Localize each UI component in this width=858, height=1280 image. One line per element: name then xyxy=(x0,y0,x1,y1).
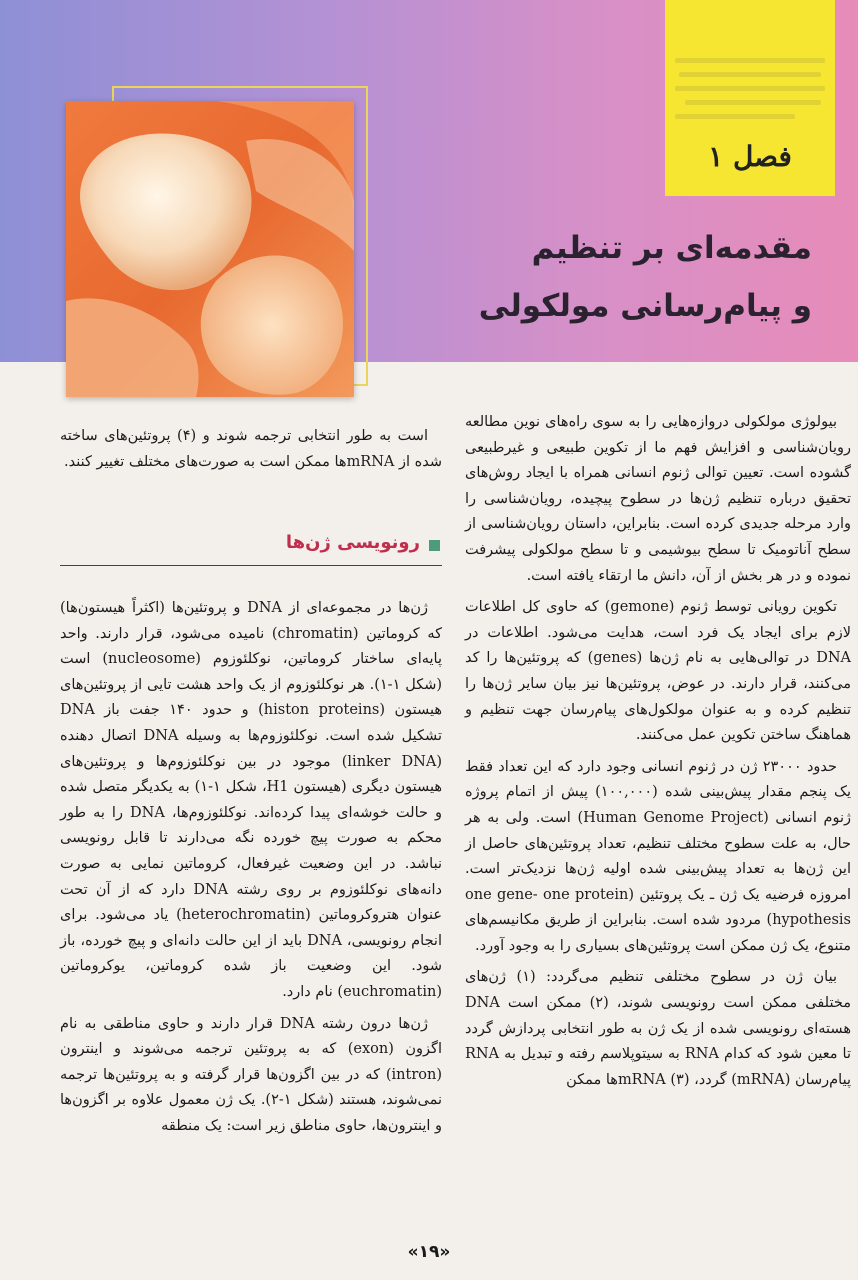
section-title: رونویسی ژن‌ها xyxy=(285,532,420,553)
paragraph: است به طور انتخابی ترجمه شوند و (۴) پروتئین‌های ساخته شده از mRNAها ممکن است به صورت‌های مختلف تغییر کنند. xyxy=(60,428,442,470)
chapter-title-line-2: و پیام‌رسانی مولکولی xyxy=(478,288,812,324)
ghost-text-line xyxy=(685,100,821,105)
section-bullet-icon xyxy=(429,540,440,551)
left-intro-column xyxy=(60,424,442,475)
chapter-label: فصل ۱ xyxy=(708,140,792,173)
ghost-text-line xyxy=(675,58,825,63)
paragraph: بیولوژی مولکولی دروازه‌هایی را به سوی راه‌های نوین مطالعه رویان‌شناسی و افزایش فهم ما از تکوین طبیعی و غیرطبیعی گشوده است. تعیین توالی ژنوم انسانی همراه با ایجاد روش‌های تحقیق درباره تنظیم ژن‌ها در سطوح پیچیده، رویان‌شناسی را وارد مرحله جدیدی کرده است. بنابراین، داستان رویان‌شناسی از سطح آناتومیک تا سطح بیوشیمی و تا سطح مولکولی پیشرفت نموده و در هر بخش از آن، دانش ما ارتقاء یافته است. xyxy=(465,414,851,584)
paragraph: ژن‌ها در مجموعه‌ای از DNA و پروتئین‌ها (اکثراً هیستون‌ها) که کروماتین (chromatin) نامیده می‌شود، قرار دارند. واحد پایه‌ای ساختار کروماتین، نوکلئوزوم (nucleosome) است (شکل ۱-۱). هر نوکلئوزوم از یک واحد هشت تایی از پروتئین‌های هیستون (histon proteins) و حدود ۱۴۰ جفت باز DNA تشکیل شده است. نوکلئوزوم‌ها به وسیله DNA اتصال دهنده (linker DNA) موجود در بین نوکلئوزوم‌ها و پروتئین‌های هیستون دیگری (هیستون H1، شکل ۱-۱) به یکدیگر متصل شده و حالت خوشه‌ای پیدا کرده‌اند. نوکلئوزوم‌ها، DNA را به طور محکم به صورت پیچ خورده نگه می‌دارند تا قابل رونویسی نباشد. در این وضعیت غیرفعال، کروماتین نمایی به صورت دانه‌های نوکلئوزوم بر روی رشته DNA دارد که از آن تحت عنوان هتروکروماتین (heterochromatin) یاد می‌شود. برای انجام رونویسی، DNA باید از این حالت دانه‌ای و پیچ خورده، باز شود. این وضعیت باز شده کروماتین، یوکروماتین (euchromatin) نام دارد. xyxy=(60,600,443,1000)
paragraph: بیان ژن در سطوح مختلفی تنظیم می‌گردد: (۱) ژن‌های مختلفی ممکن است رونویسی شوند، (۲) ممکن است DNA هسته‌ای رونویسی شده از یک ژن به طور انتخابی پردازش گردد تا معین شود که کدام RNA به سیتوپلاسم رفته و تبدیل به RNA پیام‌رسان (mRNA) گردد، (۳) mRNAها ممکن xyxy=(465,969,851,1088)
chapter-title-line-1: مقدمه‌ای بر تنظیم xyxy=(531,230,812,266)
ghost-text-line xyxy=(675,86,825,91)
left-text-column xyxy=(60,596,442,1145)
embryo-photo xyxy=(66,101,354,397)
chapter-box xyxy=(665,0,835,196)
ghost-text-line xyxy=(679,72,821,77)
paragraph: تکوین رویانی توسط ژنوم (gemone) که حاوی کل اطلاعات لازم برای ایجاد یک فرد است، هدایت می‌شود. اطلاعات در DNA در توالی‌هایی به نام ژن‌ها (genes) که پروتئین‌ها را کد می‌کنند، قرار دارند. در عوض، پروتئین‌ها نیز بیان سایر ژن‌ها را تنظیم کرده و به عنوان مولکول‌های پیام‌رسان جهت تنظیم و هماهنگ ساختن تکوین عمل می‌کنند. xyxy=(465,599,851,744)
paragraph: حدود ۲۳۰۰۰ ژن در ژنوم انسانی وجود دارد که این تعداد فقط یک پنجم مقدار پیش‌بینی شده (۱۰۰,۰۰۰) پیش از اتمام پروژه ژنوم انسانی (Human Genome Project) است. ولی به هر حال، به علت سطوح مختلف تنظیم، تعداد پروتئین‌های حاصل از این ژن‌ها به تعداد پیش‌بینی شده اولیه ژن‌ها نزدیک‌تر است. امروزه فرضیه یک ژن ـ یک پروتئین (one gene- one protein hypothesis) مردود شده است. بنابراین از طریق مکانیسم‌های متنوع، یک ژن ممکن است پروتئین‌های بسیاری را به وجود آورد. xyxy=(465,758,851,954)
ghost-text-line xyxy=(675,114,795,119)
paragraph: ژن‌ها درون رشته DNA قرار دارند و حاوی مناطقی به نام اگزون (exon) که به پروتئین ترجمه می‌شوند و اینترون (intron) که در بین اگزون‌ها قرار گرفته و به پروتئین‌ها ترجمه نمی‌شوند، هستند (شکل ۱-۲). یک ژن معمول علاوه بر اگزون‌ها و اینترون‌ها، حاوی مناطق زیر است: یک منطقه xyxy=(60,1015,443,1134)
page-number: «۱۹» xyxy=(407,1242,451,1262)
section-heading xyxy=(60,528,442,566)
right-text-column xyxy=(465,410,851,1099)
